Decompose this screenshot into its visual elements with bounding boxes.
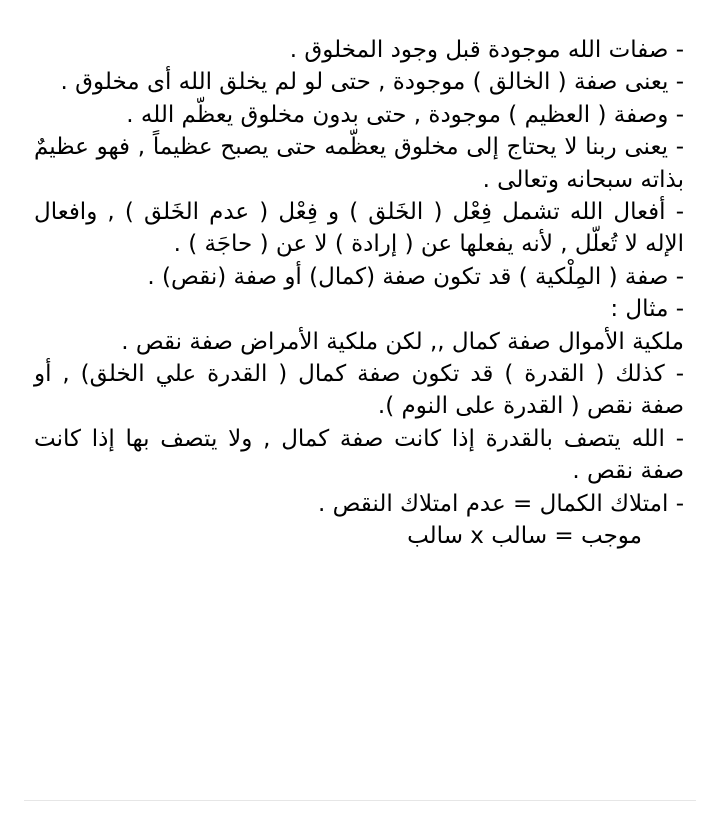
text-line: - صفة ( المِلْكية ) قد تكون صفة (كمال) أو صفة (نقص) . xyxy=(147,263,684,290)
text-line: - صفات الله موجودة قبل وجود المخلوق . xyxy=(289,37,684,63)
text-line: - كذلك ( القدرة ) قد تكون صفة كمال ( القدرة علي الخلق) , أو صفة نقص ( القدرة على النوم ). xyxy=(34,361,684,420)
text-line: - امتلاك الكمال = عدم امتلاك النقص . xyxy=(317,490,684,517)
text-line: - أفعال الله تشمل فِعْل ( الخَلق ) و فِعْل ( عدم الخَلق ) , وافعال الإله لا تُعلّل , لأنه يفعلها عن ( إرادة ) لا عن ( حاجَة ) . xyxy=(34,199,684,258)
text-line: موجب = سالب x سالب xyxy=(407,523,642,550)
bottom-divider xyxy=(24,800,696,801)
text-line: ملكية الأموال صفة كمال ,, لكن ملكية الأمراض صفة نقص . xyxy=(121,328,684,355)
text-line: - الله يتصف بالقدرة إذا كانت صفة كمال , ولا يتصف بها إذا كانت صفة نقص . xyxy=(34,425,684,485)
text-line: - يعنى صفة ( الخالق ) موجودة , حتى لو لم يخلق الله أى مخلوق . xyxy=(60,69,684,96)
text-line: - مثال : xyxy=(610,296,684,323)
text-line: - وصفة ( العظيم ) موجودة , حتى بدون مخلوق يعظّم الله . xyxy=(126,101,684,128)
text-line: - يعنى ربنا لا يحتاج إلى مخلوق يعظّمه حتى يصبح عظيماً , فهو عظيمٌ بذاته سبحانه وتعالى . xyxy=(34,134,684,193)
document-body xyxy=(0,34,720,553)
